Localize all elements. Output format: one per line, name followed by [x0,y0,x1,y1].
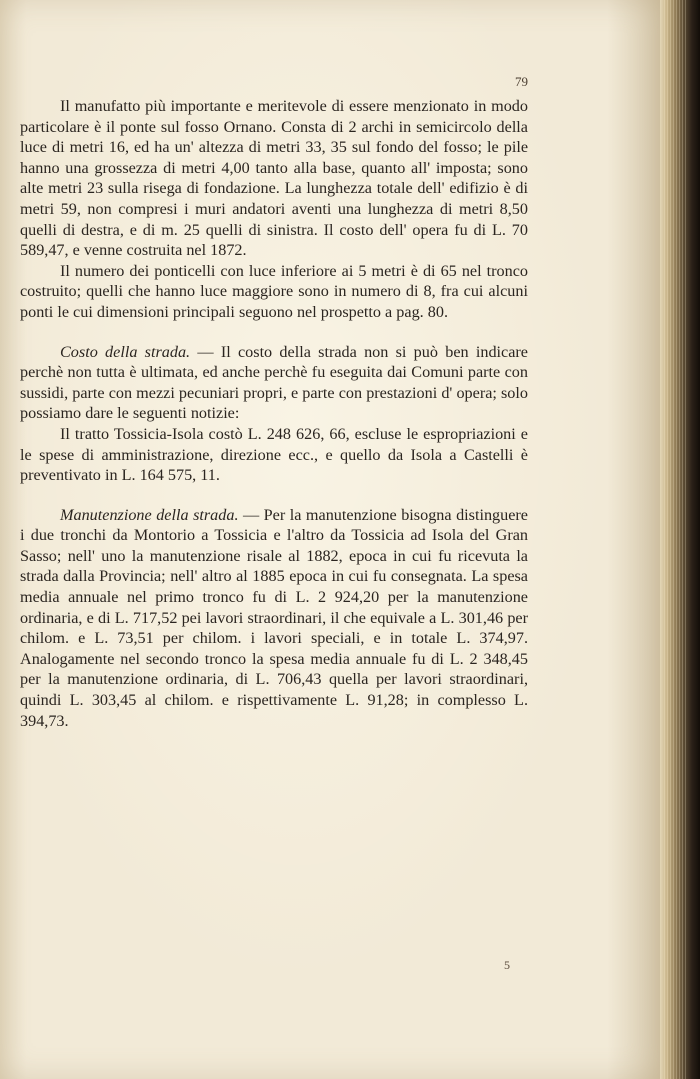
paragraph-ponte-ornano [20,96,528,261]
paragraph-tratto-tossicia [20,424,528,486]
section-title: Manutenzione della strada. [60,505,239,524]
page-number: 79 [515,74,528,89]
paragraph-text: — Per la manutenzione bisogna distinguere i due tronchi da Montorio a Tossicia e l'altro da Tossicia ad Isola del Gran Sasso; nell' uno la manutenzione risale al 1882, epoca in cui fu ricevuta la strada dalla Provincia; nell' altro al 1885 epoca in cui fu consegnata. La spesa media annuale nel primo tronco fu di L. 2 924,20 per la manutenzione ordinaria, e di L. 717,52 pei lavori straordinari, il che equivale a L. 301,46 per chilom. e L. 73,51 per chilom. i lavori speciali, e in totale L. 374,97. Analogamente nel secondo tronco la spesa media annuale fu di L. 2 348,45 per la manutenzione ordinaria, di L. 706,43 quella per lavori straordinari, quindi L. 303,45 al chilom. e rispettivamente L. 91,28; in complesso L. 394,73. [20,505,528,730]
section-title: Costo della strada. [60,342,191,361]
paragraph-manutenzione [20,505,528,732]
page-edges [664,0,688,1079]
paragraph-text: Il manufatto più importante e meritevole di essere menzionato in modo particolare è il ponte sul fosso Ornano. Consta di 2 archi in semicircolo della luce di metri 16, ed ha un' altezza di metri 33, 35 sul fondo del fosso; le pile hanno una grossezza di metri 4,00 tanto alla base, quanto all' imposta; sono alte metri 23 sulla risega di fondazione. La lunghezza totale dell' edifizio è di metri 59, non compresi i muri andatori aventi una lunghezza di metri 8,50 quelli di destra, e di m. 25 quelli di sinistra. Il costo dell' opera fu di L. 70 589,47, e venne costruita nel 1872. [20,97,528,260]
paragraph-costo-strada [20,342,528,424]
paragraph-text: — Il costo della strada non si può ben indicare perchè non tutta è ultimata, ed anche perchè fu eseguita dai Comuni parte con sussidi, parte con mezzi pecuniari propri, e parte con prestazioni d' opera; solo possiamo dare le seguenti notizie: [20,342,528,423]
paragraph-text: Il tratto Tossicia-Isola costò L. 248 626, 66, escluse le espropriazioni e le spese di amministrazione, direzione ecc., e quello da Isola a Castelli è preventivato in L. 164 575, 11. [20,424,528,485]
page-body [20,96,528,731]
paragraph-text: Il numero dei ponticelli con luce inferiore ai 5 metri è di 65 nel tronco costruito; quelli che hanno luce maggiore sono in numero di 8, fra cui alcuni ponti le cui dimensioni principali seguono nel prospetto a pag. 80. [20,261,528,321]
signature-mark: 5 [504,958,510,972]
paragraph-ponticelli [20,261,528,323]
